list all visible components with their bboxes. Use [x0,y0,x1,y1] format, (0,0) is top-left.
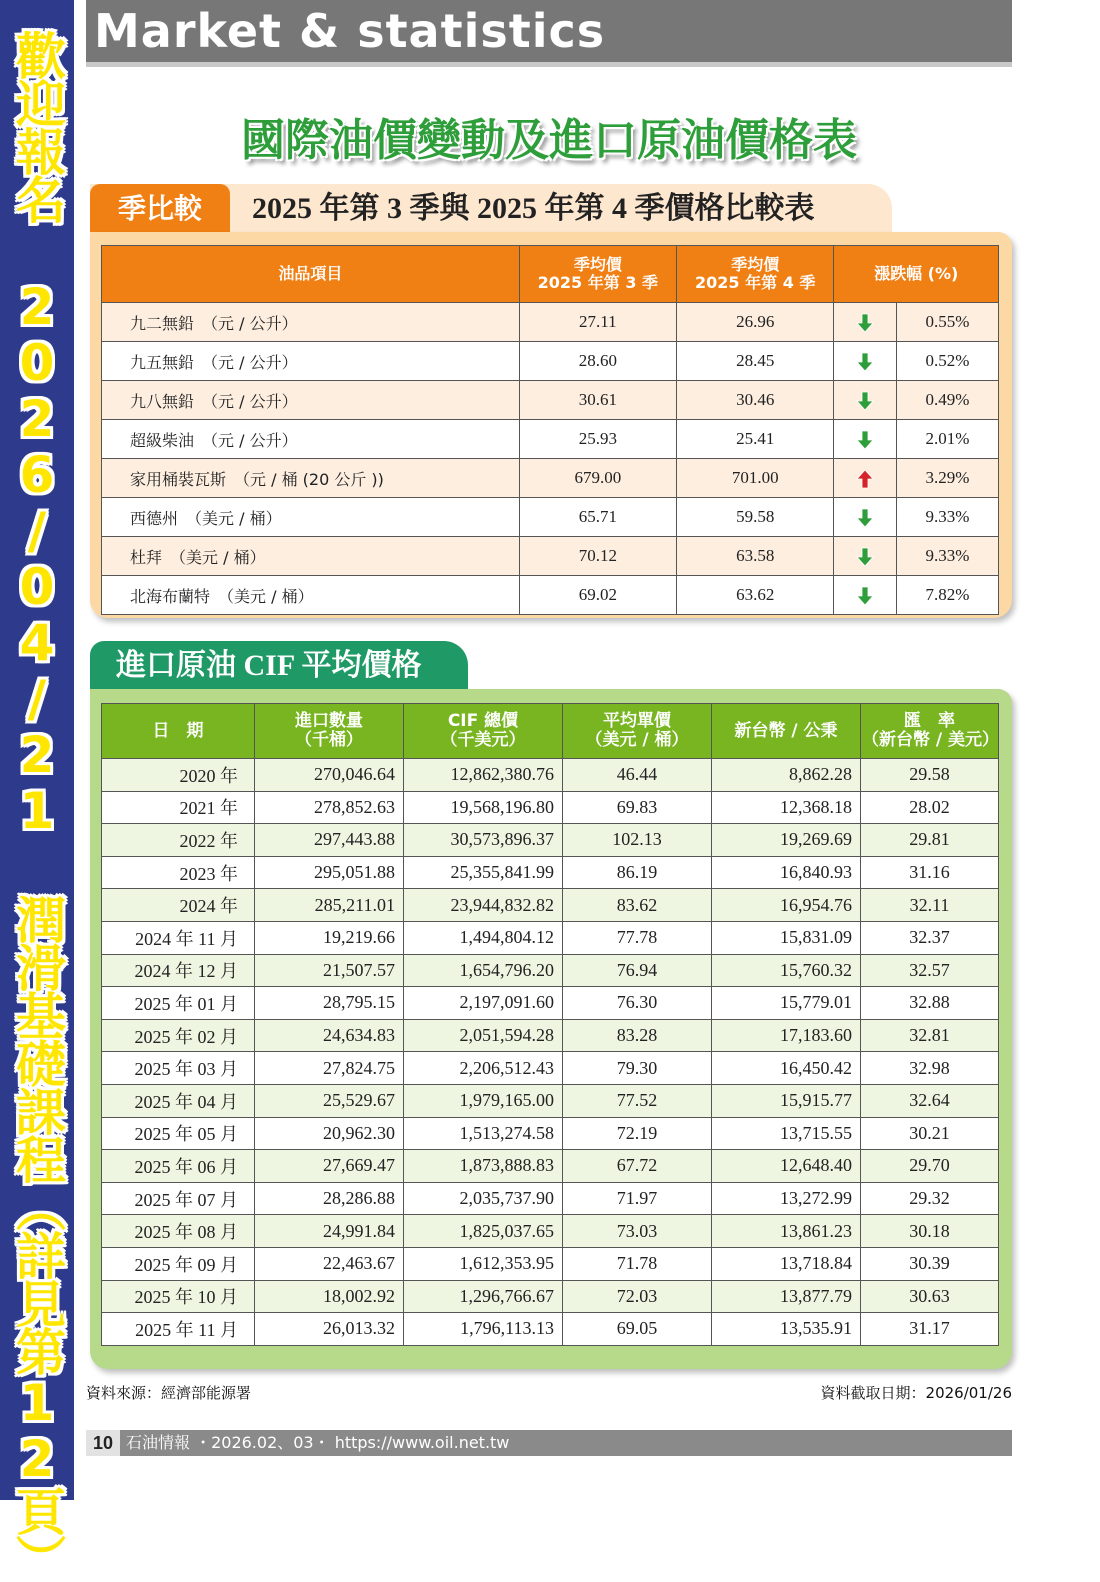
table-row [102,889,999,922]
table-row [102,1247,999,1280]
col-change-header: 漲跌幅 (%) [834,246,999,303]
change-direction-cell [834,576,896,615]
q3-price: 25.93 [519,420,676,459]
import-quantity-cell: 26,013.32 [255,1313,404,1346]
import-quantity-cell: 18,002.92 [255,1280,404,1313]
change-percent: 0.55% [896,303,998,342]
arrow-up-icon [856,469,874,489]
import-quantity-cell: 27,669.47 [255,1150,404,1183]
change-direction-cell [834,420,896,459]
ntd-per-kl-cell: 12,648.40 [712,1150,861,1183]
import-quantity-cell: 27,824.75 [255,1052,404,1085]
unit-price-cell: 83.62 [563,889,712,922]
exchange-rate-cell: 30.18 [861,1215,999,1248]
change-percent: 2.01% [896,420,998,459]
table-row [102,791,999,824]
table-row [102,1084,999,1117]
quarterly-price-table [101,245,999,615]
period-cell: 2025 年 07 月 [102,1182,255,1215]
ntd-per-kl-cell: 13,272.99 [712,1182,861,1215]
q3-price: 30.61 [519,381,676,420]
exchange-rate-cell: 29.70 [861,1150,999,1183]
change-percent: 0.52% [896,342,998,381]
col-unit-line2: （美元 / 桶） [585,730,689,750]
q4-price: 63.58 [677,537,834,576]
cif-total-cell: 2,197,091.60 [404,987,563,1020]
cif-total-cell: 2,206,512.43 [404,1052,563,1085]
cif-total-cell: 2,051,594.28 [404,1019,563,1052]
period-cell: 2021 年 [102,791,255,824]
col-qty-header [255,704,404,759]
period-cell: 2024 年 11 月 [102,921,255,954]
oil-item-name: 九二無鉛 （元 / 公升） [102,303,520,342]
oil-item-name: 西德州 （美元 / 桶） [102,498,520,537]
cif-total-cell: 1,296,766.67 [404,1280,563,1313]
q4-price: 28.45 [677,342,834,381]
change-percent: 7.82% [896,576,998,615]
exchange-rate-cell: 32.37 [861,921,999,954]
import-quantity-cell: 270,046.64 [255,759,404,792]
unit-price-cell: 71.78 [563,1247,712,1280]
unit-price-cell: 102.13 [563,824,712,857]
unit-price-cell: 76.30 [563,987,712,1020]
oil-item-name: 九八無鉛 （元 / 公升） [102,381,520,420]
cif-total-cell: 30,573,896.37 [404,824,563,857]
page-title: 國際油價變動及進口原油價格表 [241,115,857,166]
q4-price: 701.00 [677,459,834,498]
col-q3-line2: 2025 年第 3 季 [537,273,659,292]
period-cell: 2025 年 01 月 [102,987,255,1020]
exchange-rate-cell: 28.02 [861,791,999,824]
period-cell: 2025 年 11 月 [102,1313,255,1346]
ntd-per-kl-cell: 19,269.69 [712,824,861,857]
ntd-per-kl-cell: 8,862.28 [712,759,861,792]
import-quantity-cell: 24,634.83 [255,1019,404,1052]
period-cell: 2023 年 [102,856,255,889]
unit-price-cell: 46.44 [563,759,712,792]
import-quantity-cell: 24,991.84 [255,1215,404,1248]
unit-price-cell: 77.52 [563,1084,712,1117]
page-number: 10 [86,1430,120,1456]
q3-price: 679.00 [519,459,676,498]
unit-price-cell: 71.97 [563,1182,712,1215]
exchange-rate-cell: 32.88 [861,987,999,1020]
period-cell: 2025 年 08 月 [102,1215,255,1248]
col-ntd-header: 新台幣 / 公秉 [712,704,861,759]
change-percent: 3.29% [896,459,998,498]
col-fx-header [861,704,999,759]
section1-tag: 季比較 [90,184,230,232]
table-row [102,1215,999,1248]
table-row [102,537,999,576]
exchange-rate-cell: 30.63 [861,1280,999,1313]
col-cif-line1: CIF 總價 [447,711,519,731]
table-row [102,921,999,954]
table-row [102,954,999,987]
arrow-down-icon [856,586,874,606]
table-row [102,1019,999,1052]
import-quantity-cell: 20,962.30 [255,1117,404,1150]
table-row [102,824,999,857]
side-banner-text: 歡迎報名 2026/04/21 潤滑基礎課程（詳見第12頁） [8,30,66,1582]
exchange-rate-cell: 32.98 [861,1052,999,1085]
table-row [102,1280,999,1313]
table-row [102,856,999,889]
table-row [102,1313,999,1346]
period-cell: 2025 年 09 月 [102,1247,255,1280]
period-cell: 2025 年 03 月 [102,1052,255,1085]
unit-price-cell: 77.78 [563,921,712,954]
q4-price: 30.46 [677,381,834,420]
cif-total-cell: 1,494,804.12 [404,921,563,954]
period-cell: 2020 年 [102,759,255,792]
table-row [102,1182,999,1215]
q3-price: 70.12 [519,537,676,576]
q4-price: 25.41 [677,420,834,459]
ntd-per-kl-cell: 16,840.93 [712,856,861,889]
arrow-down-icon [856,547,874,567]
table-row [102,1117,999,1150]
q4-price: 26.96 [677,303,834,342]
ntd-per-kl-cell: 15,760.32 [712,954,861,987]
cif-total-cell: 1,796,113.13 [404,1313,563,1346]
col-q3-header [519,246,676,303]
q3-price: 65.71 [519,498,676,537]
cif-total-cell: 1,873,888.83 [404,1150,563,1183]
import-quantity-cell: 19,219.66 [255,921,404,954]
change-percent: 9.33% [896,537,998,576]
ntd-per-kl-cell: 13,715.55 [712,1117,861,1150]
exchange-rate-cell: 32.81 [861,1019,999,1052]
change-direction-cell [834,537,896,576]
unit-price-cell: 83.28 [563,1019,712,1052]
footer-text: 石油情報 ・2026.02、03・ https://www.oil.net.tw [126,1433,510,1452]
change-percent: 9.33% [896,498,998,537]
exchange-rate-cell: 32.57 [861,954,999,987]
col-unit-line1: 平均單價 [603,711,671,731]
unit-price-cell: 72.03 [563,1280,712,1313]
col-cif-header [404,704,563,759]
cif-total-cell: 12,862,380.76 [404,759,563,792]
arrow-down-icon [856,391,874,411]
col-cif-line2: （千美元） [440,730,526,750]
cif-total-cell: 1,654,796.20 [404,954,563,987]
unit-price-cell: 72.19 [563,1117,712,1150]
unit-price-cell: 73.03 [563,1215,712,1248]
change-direction-cell [834,498,896,537]
change-direction-cell [834,342,896,381]
oil-item-name: 北海布蘭特 （美元 / 桶） [102,576,520,615]
table-row [102,381,999,420]
unit-price-cell: 67.72 [563,1150,712,1183]
table-row [102,987,999,1020]
cif-total-cell: 25,355,841.99 [404,856,563,889]
col-q4-line1: 季均價 [731,255,780,274]
ntd-per-kl-cell: 13,877.79 [712,1280,861,1313]
col-item-header: 油品項目 [102,246,520,303]
exchange-rate-cell: 29.58 [861,759,999,792]
ntd-per-kl-cell: 17,183.60 [712,1019,861,1052]
table-row [102,342,999,381]
q4-price: 59.58 [677,498,834,537]
unit-price-cell: 69.83 [563,791,712,824]
period-cell: 2022 年 [102,824,255,857]
oil-item-name: 超級柴油 （元 / 公升） [102,420,520,459]
ntd-per-kl-cell: 12,368.18 [712,791,861,824]
col-unit-header [563,704,712,759]
col-q4-line2: 2025 年第 4 季 [695,273,816,292]
unit-price-cell: 69.05 [563,1313,712,1346]
ntd-per-kl-cell: 15,915.77 [712,1084,861,1117]
import-quantity-cell: 28,286.88 [255,1182,404,1215]
col-qty-line1: 進口數量 [295,711,363,731]
import-quantity-cell: 22,463.67 [255,1247,404,1280]
ntd-per-kl-cell: 15,831.09 [712,921,861,954]
period-cell: 2025 年 10 月 [102,1280,255,1313]
section1-title: 2025 年第 3 季與 2025 年第 4 季價格比較表 [252,192,815,225]
col-q3-line1: 季均價 [573,255,622,274]
ntd-per-kl-cell: 16,954.76 [712,889,861,922]
exchange-rate-cell: 29.32 [861,1182,999,1215]
cif-total-cell: 2,035,737.90 [404,1182,563,1215]
table-row [102,459,999,498]
period-cell: 2025 年 02 月 [102,1019,255,1052]
exchange-rate-cell: 32.11 [861,889,999,922]
period-cell: 2024 年 [102,889,255,922]
unit-price-cell: 86.19 [563,856,712,889]
ntd-per-kl-cell: 13,718.84 [712,1247,861,1280]
table-row [102,303,999,342]
oil-item-name: 杜拜 （美元 / 桶） [102,537,520,576]
data-source-note: 資料來源：經濟部能源署 [86,1384,252,1402]
cif-total-cell: 19,568,196.80 [404,791,563,824]
period-cell: 2025 年 05 月 [102,1117,255,1150]
exchange-rate-cell: 29.81 [861,824,999,857]
ntd-per-kl-cell: 13,861.23 [712,1215,861,1248]
table-row [102,1150,999,1183]
table-row [102,1052,999,1085]
import-quantity-cell: 278,852.63 [255,791,404,824]
import-quantity-cell: 28,795.15 [255,987,404,1020]
table-row [102,759,999,792]
arrow-down-icon [856,508,874,528]
q4-price: 63.62 [677,576,834,615]
table-row [102,498,999,537]
col-fx-line1: 匯 率 [904,711,955,731]
arrow-down-icon [856,352,874,372]
period-cell: 2025 年 06 月 [102,1150,255,1183]
unit-price-cell: 76.94 [563,954,712,987]
arrow-down-icon [856,313,874,333]
exchange-rate-cell: 30.39 [861,1247,999,1280]
change-percent: 0.49% [896,381,998,420]
change-direction-cell [834,381,896,420]
arrow-down-icon [856,430,874,450]
cif-total-cell: 1,612,353.95 [404,1247,563,1280]
cif-total-cell: 1,825,037.65 [404,1215,563,1248]
ntd-per-kl-cell: 15,779.01 [712,987,861,1020]
exchange-rate-cell: 30.21 [861,1117,999,1150]
col-fx-line2: （新台幣 / 美元） [862,730,1000,750]
col-date-header: 日 期 [102,704,255,759]
exchange-rate-cell: 31.17 [861,1313,999,1346]
header-bar [86,0,1012,67]
table-row [102,576,999,615]
data-cutoff-note: 資料截取日期：2026/01/26 [820,1384,1012,1402]
section2-title: 進口原油 CIF 平均價格 [90,641,468,689]
table-row [102,420,999,459]
oil-item-name: 家用桶裝瓦斯 （元 / 桶 (20 公斤 )) [102,459,520,498]
col-qty-line2: （千桶） [295,730,363,750]
cif-total-cell: 1,513,274.58 [404,1117,563,1150]
exchange-rate-cell: 31.16 [861,856,999,889]
section-header-title: Market & statistics [94,4,606,58]
crude-cif-table [101,703,999,1346]
cif-total-cell: 23,944,832.82 [404,889,563,922]
import-quantity-cell: 285,211.01 [255,889,404,922]
cif-total-cell: 1,979,165.00 [404,1084,563,1117]
q3-price: 69.02 [519,576,676,615]
period-cell: 2024 年 12 月 [102,954,255,987]
exchange-rate-cell: 32.64 [861,1084,999,1117]
ntd-per-kl-cell: 16,450.42 [712,1052,861,1085]
import-quantity-cell: 25,529.67 [255,1084,404,1117]
q3-price: 27.11 [519,303,676,342]
period-cell: 2025 年 04 月 [102,1084,255,1117]
col-q4-header [677,246,834,303]
side-banner [0,0,74,1582]
unit-price-cell: 79.30 [563,1052,712,1085]
ntd-per-kl-cell: 13,535.91 [712,1313,861,1346]
change-direction-cell [834,459,896,498]
import-quantity-cell: 295,051.88 [255,856,404,889]
import-quantity-cell: 21,507.57 [255,954,404,987]
oil-item-name: 九五無鉛 （元 / 公升） [102,342,520,381]
import-quantity-cell: 297,443.88 [255,824,404,857]
change-direction-cell [834,303,896,342]
q3-price: 28.60 [519,342,676,381]
